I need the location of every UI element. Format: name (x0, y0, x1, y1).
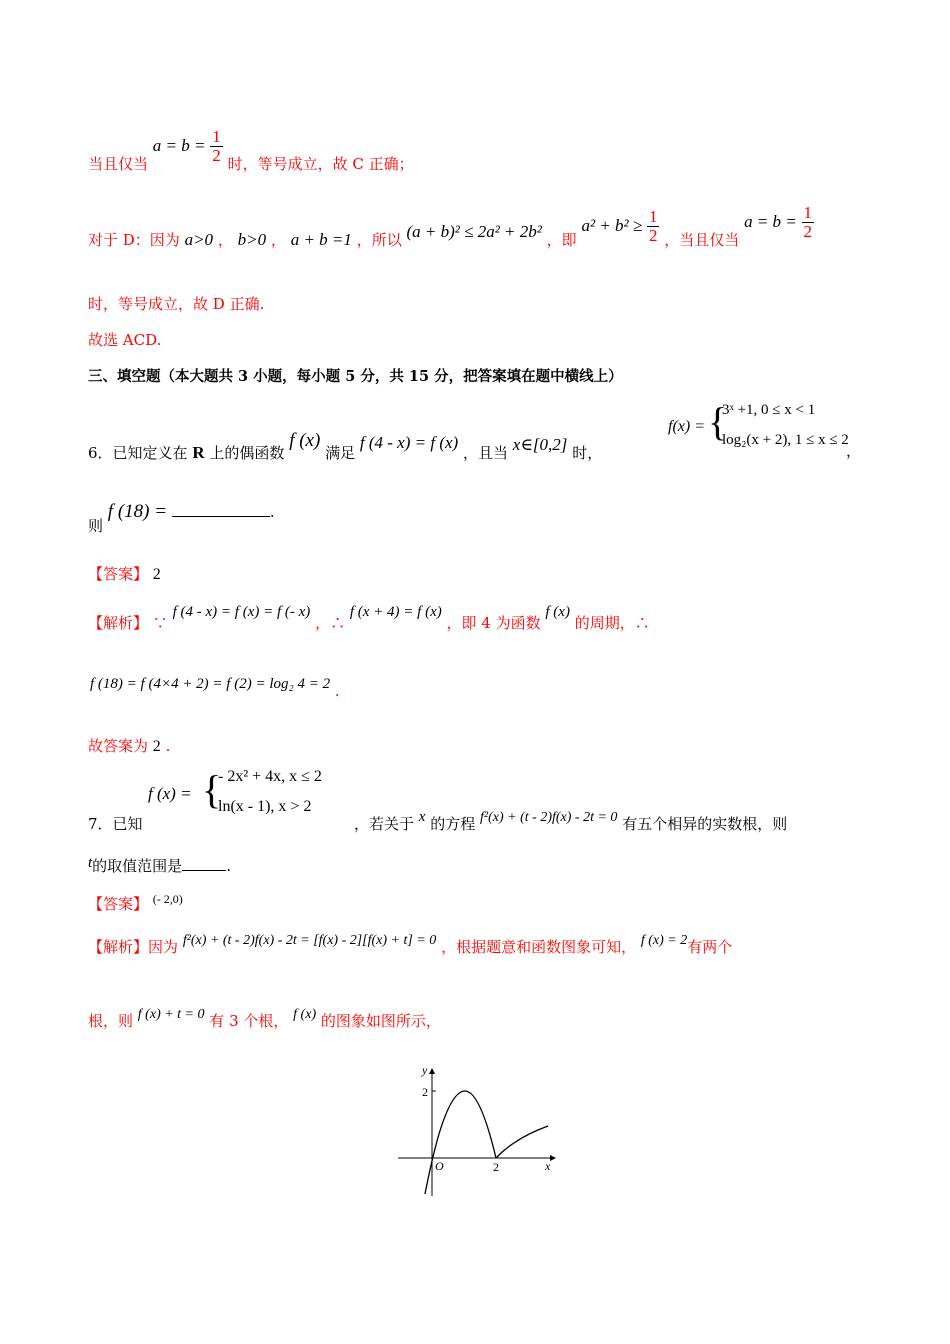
l2-frac-1 (647, 208, 660, 245)
s7-text-3: 有两个 (687, 938, 733, 956)
question-6 (88, 398, 603, 462)
y-label: y (422, 1063, 428, 1077)
question-6b (88, 500, 275, 535)
s7b-eq: f (x) + t = 0 (137, 1007, 205, 1022)
q6-fx: f (x) (289, 430, 321, 451)
y-tick-label: 2 (422, 1085, 428, 1099)
solution-7b (88, 1002, 441, 1030)
question-7-rest (354, 805, 788, 833)
q6b-end: . (269, 503, 275, 521)
solution-6 (88, 596, 650, 632)
x-tick-label: 2 (493, 1160, 499, 1174)
l1-prefix: 当且仅当 (88, 154, 149, 173)
s6-text-4: 的周期，∴ (574, 614, 650, 632)
question-7 (88, 813, 143, 834)
l2-sep-3: ，所以 (356, 230, 402, 249)
q6-text-1: 6．已知定义在 (88, 444, 188, 462)
solution-7 (88, 928, 733, 956)
q7-x: x (418, 809, 426, 825)
s7-text-2: ，根据题意和函数图象可知， (441, 938, 637, 956)
q7-text-1: 7．已知 (88, 815, 143, 833)
answer-7 (88, 893, 183, 914)
origin-label: O (435, 1159, 444, 1173)
l2-ineq: (a + b)² ≤ 2a² + 2b² (406, 221, 542, 241)
s6b-end: . (334, 682, 340, 700)
l2-sep-4: ，即 (546, 230, 577, 249)
q7-text-3: 的方程 (430, 815, 476, 833)
l2-den-1: 2 (648, 226, 658, 245)
q6-case-1: 3ˣ +1, 0 ≤ x < 1 (722, 402, 816, 418)
q6-eq: f (4 - x) = f (x) (359, 433, 459, 452)
q6-text-2: 上的偶函数 (209, 444, 285, 462)
q7b-end: . (226, 857, 231, 875)
q7-def: f (x) = (148, 784, 192, 803)
parabola-curve (425, 1091, 496, 1194)
q7-brace: { (202, 767, 222, 812)
q6-text-4: ，且当 (463, 444, 509, 462)
q6-case-2: log₂(x + 2), 1 ≤ x ≤ 2 (722, 432, 849, 448)
q6-end: ， (846, 442, 862, 460)
q6b-eq: f (18) = (107, 501, 168, 522)
l1-num: 1 (212, 127, 221, 146)
solution-6b (90, 674, 340, 700)
x-label: x (545, 1159, 551, 1173)
s7-eq: f²(x) + (t - 2)f(x) - 2t = [f(x) - 2][f(x) + t] = 0 (182, 933, 437, 948)
l2-ab: a + b =1 (290, 229, 352, 249)
q7-eq: f²(x) + (t - 2)f(x) - 2t = 0 (480, 810, 618, 825)
l1-den: 2 (212, 146, 221, 165)
s6c-text: 故答案为 (88, 737, 149, 755)
a7-label: 【答案】 (88, 895, 149, 913)
l1-suffix: 时，等号成立，故 C 正确； (227, 154, 414, 173)
s6c-end: . (165, 737, 171, 755)
l2-den-2: 2 (803, 222, 813, 241)
function-graph (390, 1060, 570, 1200)
s7b-text-3: 的图象如图所示， (320, 1012, 441, 1030)
q6-answer-blank[interactable] (172, 500, 270, 517)
s6b-eq: f (18) = f (4×4 + 2) = f (2) = log₂ 4 = 2 (90, 676, 331, 692)
x-axis-arrow (550, 1155, 556, 1161)
q7-text-4: 有五个相异的实数根，则 (622, 815, 788, 833)
section-heading: 三、填空题（本大题共 3 小题，每小题 5 分，共 15 分，把答案填在题中横线上） (88, 368, 623, 385)
s7-label: 【解析】 (88, 938, 149, 956)
s6-text-3: ，即 4 为函数 (446, 614, 541, 632)
solution-6c (88, 735, 170, 756)
s7b-text-2: 有 3 个根， (209, 1012, 289, 1030)
l2-b: b>0 (237, 229, 267, 249)
l2-num-1: 1 (648, 207, 658, 226)
s7-text-1: 因为 (148, 938, 179, 956)
q6-domain: x∈[0,2] (512, 435, 568, 454)
l2-eq: a = b = (744, 211, 797, 231)
q7b-t: t (88, 855, 93, 871)
y-axis-arrow (429, 1068, 435, 1074)
l2-text-1: 对于 D：因为 (88, 230, 180, 249)
q6-brace: { (708, 399, 728, 444)
s6-therefore: ，∴ (315, 614, 346, 632)
s6-label: 【解析】 (88, 614, 149, 632)
q7-case-2: ln(x - 1), x > 2 (218, 798, 312, 815)
l1-frac (210, 128, 223, 165)
q6b-text: 则 (88, 517, 104, 535)
s7b-fx: f (x) (293, 1007, 317, 1022)
line-4: 故选 ACD. (88, 331, 162, 349)
q7-text-2: ，若关于 (354, 815, 415, 833)
s6-fx: f (x) (545, 604, 570, 620)
answer-6 (88, 563, 161, 584)
q6-text-5: 时， (572, 444, 603, 462)
question-7b (88, 855, 231, 876)
l2-a: a>0 (184, 229, 214, 249)
l2-sep-5: ，当且仅当 (664, 230, 740, 249)
q6-R: R (192, 443, 205, 462)
s6-eq-2: f (x + 4) = f (x) (349, 604, 442, 620)
l2-frac-2 (802, 204, 815, 241)
l2-sep-2: ， (270, 230, 286, 249)
s7-eq-2: f (x) = 2 (640, 933, 688, 948)
q7b-text: 的取值范围是 (92, 857, 183, 875)
a6-value: 2 (152, 566, 161, 583)
line-3: 时，等号成立，故 D 正确. (88, 295, 265, 313)
q6-text-3: 满足 (325, 444, 356, 462)
a7-value: (- 2,0) (152, 892, 183, 906)
log-curve (496, 1126, 548, 1158)
a6-label: 【答案】 (88, 565, 149, 583)
s6-because: ∵ (152, 614, 168, 632)
q7-case-1: - 2x² + 4x, x ≤ 2 (218, 768, 322, 785)
line-2 (88, 200, 814, 249)
s6c-value: 2 (152, 738, 161, 755)
q6-def: f(x) = (668, 418, 705, 435)
s6-eq-1: f (4 - x) = f (x) = f (- x) (172, 604, 311, 620)
q7-answer-blank[interactable] (182, 856, 226, 871)
s7b-text-1: 根，则 (88, 1012, 134, 1030)
l2-num-2: 1 (803, 203, 813, 222)
l2-sep-1: ， (217, 230, 233, 249)
l1-eq: a = b = (152, 135, 206, 155)
l2-ineq-2: a² + b² ≥ (581, 215, 643, 235)
line-1 (88, 118, 414, 173)
